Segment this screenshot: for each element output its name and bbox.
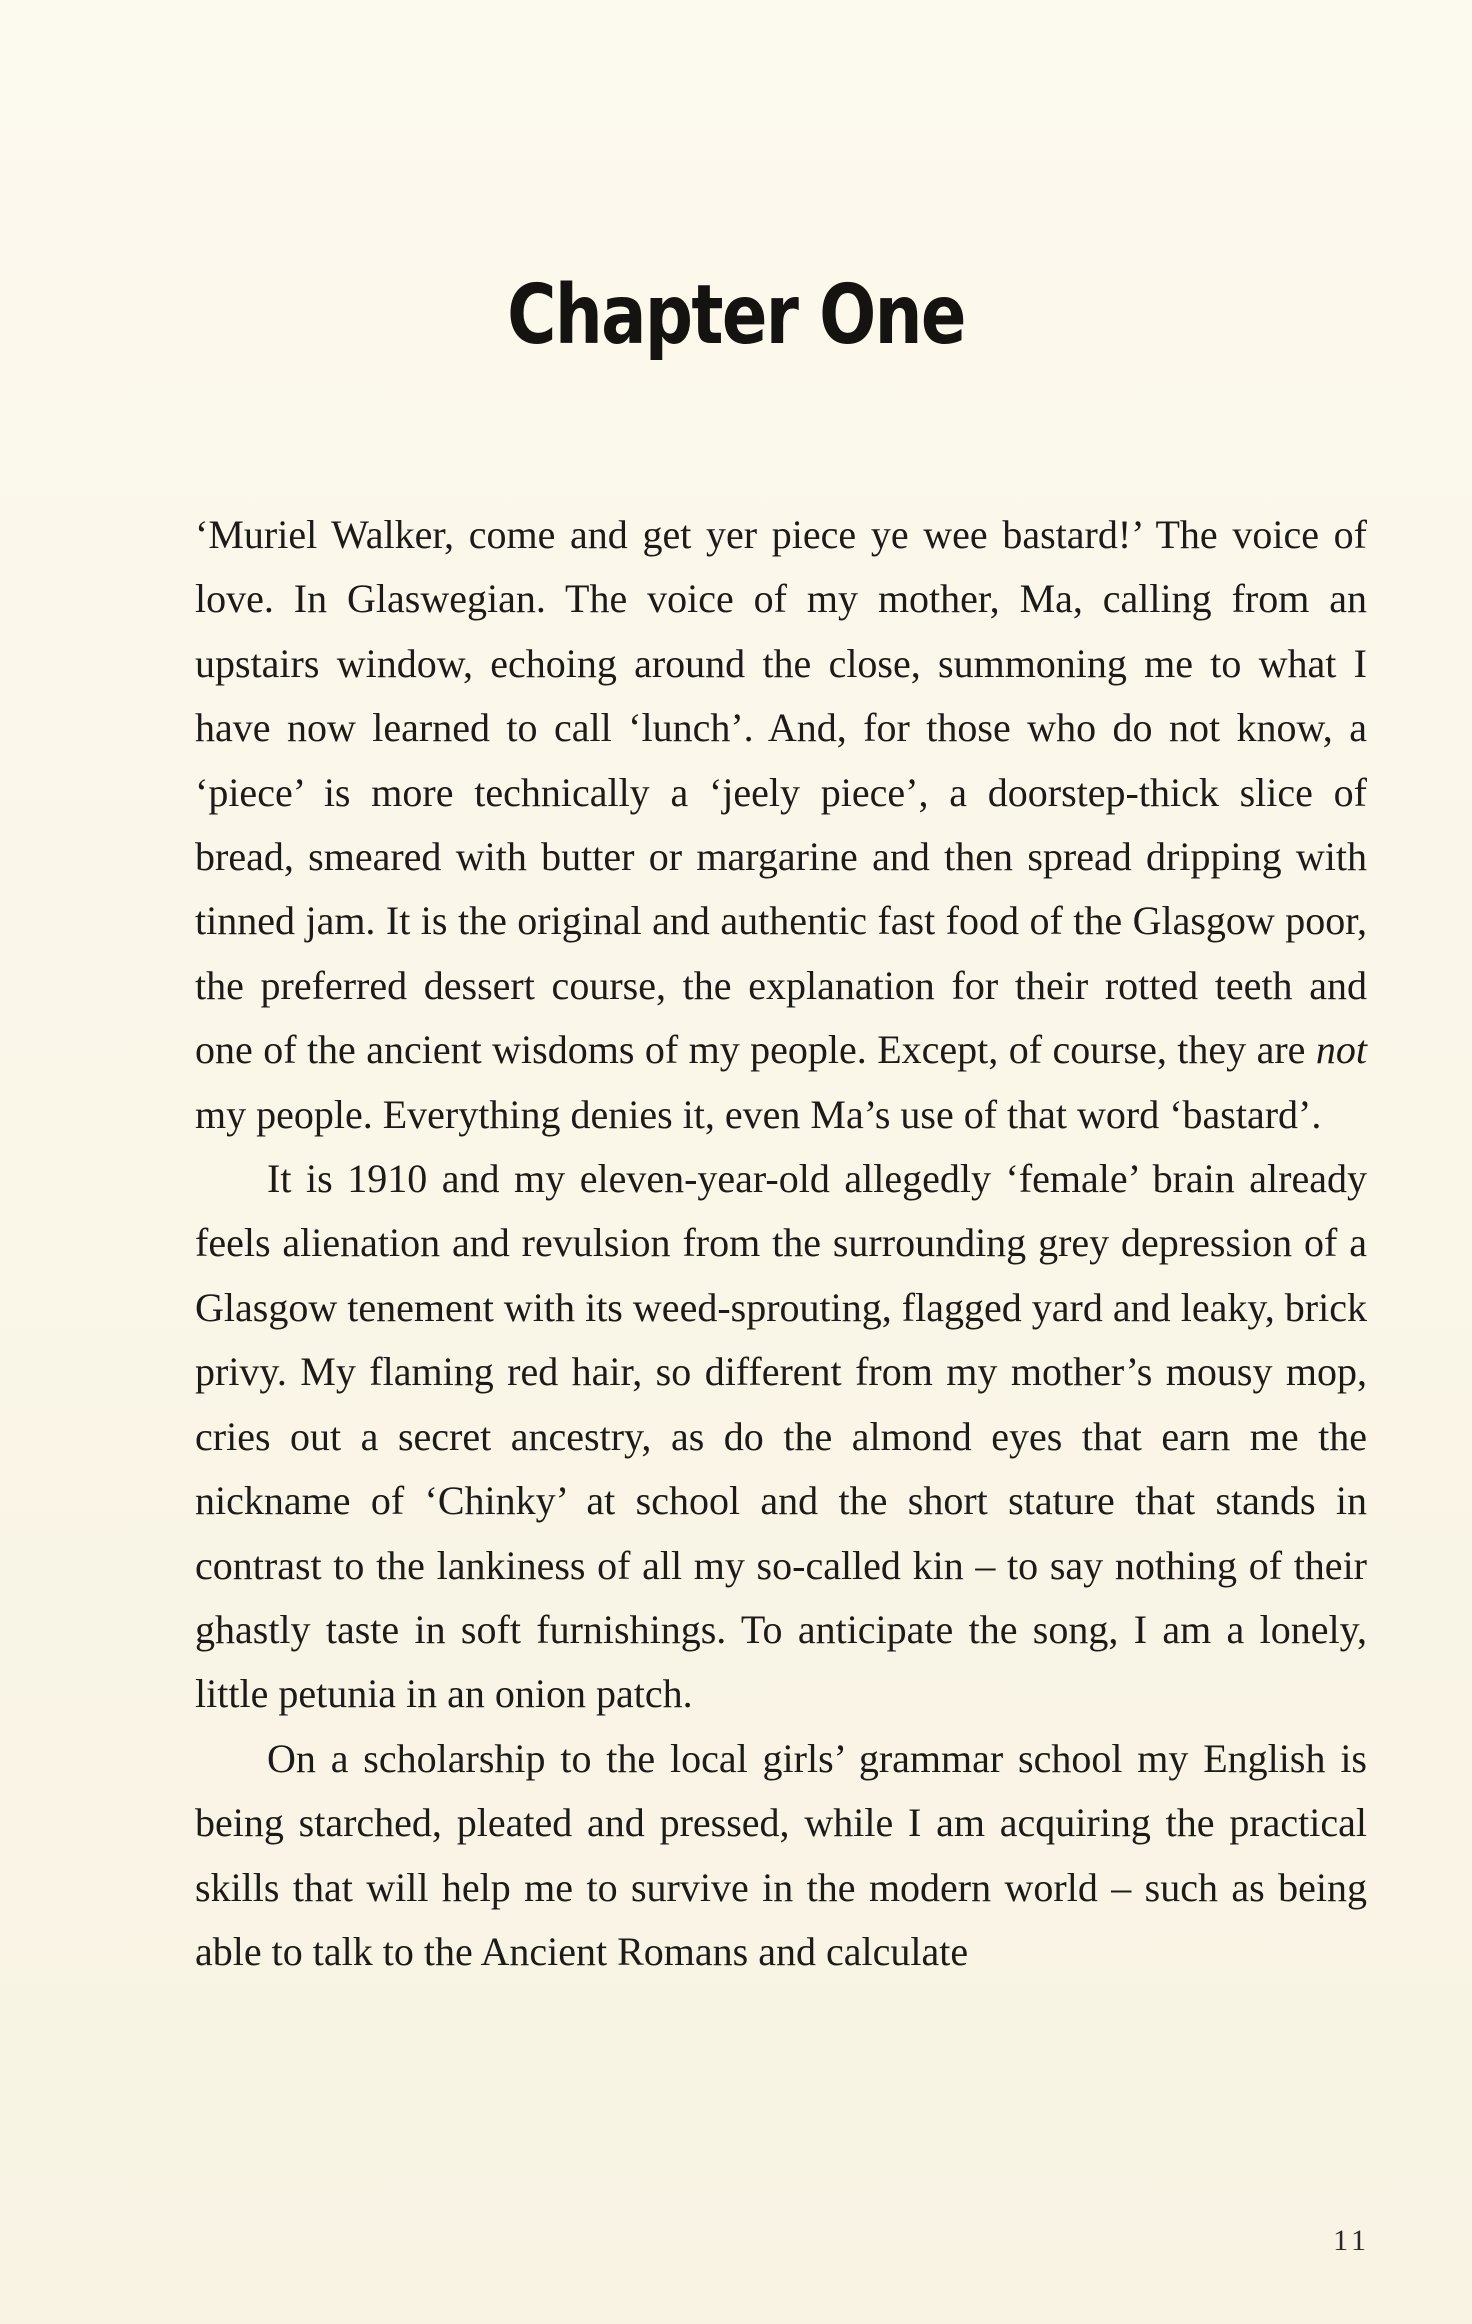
paragraph-2: It is 1910 and my eleven-year-old allegedly ‘female’ brain already feels alienation and revulsion from the surrounding grey depression of a Glasgow tenement with its weed-sprouting, flagged yard and leaky, brick privy. My flaming red hair, so different from my mother’s mousy mop, cries out a secret ancestry, as do the almond eyes that earn me the nickname of ‘Chinky’ at school and the short stature that stands in contrast to the lankiness of all my so-called kin – to say nothing of their ghastly taste in soft furnishings. To anticipate the song, I am a lonely, little petunia in an onion patch. [195,1156,1367,1717]
paragraph-1-emphasis: not [1315,1027,1367,1073]
chapter-title: Chapter One [507,268,965,363]
paragraph-3: On a scholarship to the local girls’ grammar school my English is being starched, pleated and pressed, while I am acquiring the practical skills that will help me to survive in the modern world – such as being able to talk to the Ancient Romans and calculate [195,1735,1367,1974]
paragraph-1 [195,503,1367,1147]
paragraph-1-text: ‘Muriel Walker, come and get yer piece ye wee bastard!’ The voice of love. In Glaswegian. The voice of my mother, Ma, calling from an upstairs window, echoing around the close, summoning me to what I have now learned to call ‘lunch’. And, for those who do not know, a ‘piece’ is more technically a ‘jeely piece’, a doorstep-thick slice of bread, smeared with butter or margarine and then spread dripping with tinned jam. It is the original and authentic fast food of the Glasgow poor, the preferred dessert course, the explanation for their rotted teeth and one of the ancient wisdoms of my people. Except, of course, they are [195,512,1367,1073]
paragraph-1-text-end: my people. Everything denies it, even Ma’s use of that word ‘bastard’. [195,1091,1322,1137]
chapter-body [195,503,1367,1984]
page-number: 11 [1333,2224,1370,2257]
